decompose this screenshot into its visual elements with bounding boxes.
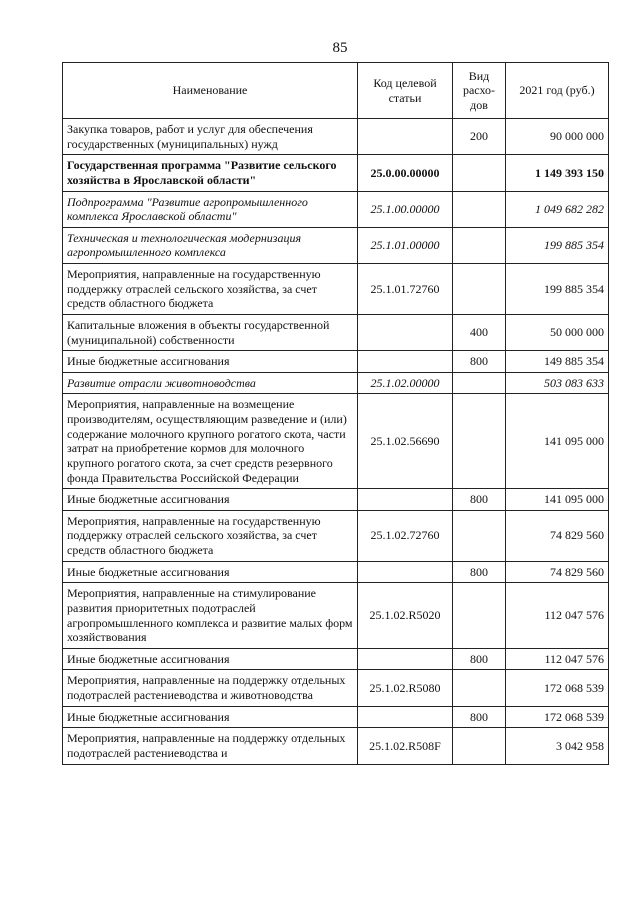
table-row [63, 394, 609, 489]
table-row [63, 706, 609, 728]
table-row [63, 510, 609, 561]
row-sum: 74 829 560 [506, 510, 609, 561]
row-code: 25.1.01.72760 [358, 264, 453, 315]
row-kind: 400 [453, 314, 506, 350]
row-name: Мероприятия, направленные на поддержку отдельных подотраслей растениеводства и [63, 728, 358, 764]
row-kind [453, 191, 506, 227]
row-kind [453, 264, 506, 315]
table-row [63, 351, 609, 373]
row-kind: 800 [453, 706, 506, 728]
row-sum: 503 083 633 [506, 372, 609, 394]
row-sum: 50 000 000 [506, 314, 609, 350]
row-sum: 141 095 000 [506, 394, 609, 489]
row-code: 25.0.00.00000 [358, 155, 453, 191]
table-row [63, 155, 609, 191]
row-code [358, 648, 453, 670]
row-name: Мероприятия, направленные на государственную поддержку отраслей сельского хозяйства, за счет средств областного бюджета [63, 264, 358, 315]
row-sum: 90 000 000 [506, 119, 609, 155]
row-sum: 1 149 393 150 [506, 155, 609, 191]
table-row [63, 191, 609, 227]
row-sum: 141 095 000 [506, 489, 609, 511]
row-name: Закупка товаров, работ и услуг для обеспечения государственных (муниципальных) нужд [63, 119, 358, 155]
row-sum: 112 047 576 [506, 583, 609, 649]
row-kind [453, 510, 506, 561]
row-sum: 3 042 958 [506, 728, 609, 764]
table-row [63, 227, 609, 263]
row-sum: 172 068 539 [506, 670, 609, 706]
row-name: Иные бюджетные ассигнования [63, 561, 358, 583]
row-name: Развитие отрасли животноводства [63, 372, 358, 394]
row-sum: 199 885 354 [506, 227, 609, 263]
row-sum: 74 829 560 [506, 561, 609, 583]
header-kind: Вид расхо-дов [453, 63, 506, 119]
row-code: 25.1.02.56690 [358, 394, 453, 489]
row-name: Мероприятия, направленные на поддержку отдельных подотраслей растениеводства и животноводства [63, 670, 358, 706]
row-kind [453, 728, 506, 764]
row-sum: 172 068 539 [506, 706, 609, 728]
table-row [63, 670, 609, 706]
row-name: Мероприятия, направленные на государственную поддержку отраслей сельского хозяйства, за счет средств областного бюджета [63, 510, 358, 561]
row-code: 25.1.02.00000 [358, 372, 453, 394]
page-number: 85 [332, 40, 348, 56]
row-name: Техническая и технологическая модернизация агропромышленного комплекса [63, 227, 358, 263]
table-row [63, 372, 609, 394]
row-code: 25.1.02.72760 [358, 510, 453, 561]
row-name: Иные бюджетные ассигнования [63, 351, 358, 373]
header-code: Код целевой статьи [358, 63, 453, 119]
header-name: Наименование [63, 63, 358, 119]
row-kind: 800 [453, 648, 506, 670]
table-body [63, 119, 609, 765]
header-year: 2021 год (руб.) [506, 63, 609, 119]
table-row [63, 728, 609, 764]
row-code: 25.1.01.00000 [358, 227, 453, 263]
row-kind [453, 227, 506, 263]
table-row [63, 119, 609, 155]
row-sum: 112 047 576 [506, 648, 609, 670]
row-code [358, 314, 453, 350]
table-row [63, 648, 609, 670]
row-code: 25.1.02.R508F [358, 728, 453, 764]
table-header-row [63, 63, 609, 119]
row-name: Иные бюджетные ассигнования [63, 706, 358, 728]
row-kind [453, 583, 506, 649]
row-code: 25.1.00.00000 [358, 191, 453, 227]
row-sum: 1 049 682 282 [506, 191, 609, 227]
row-name: Подпрограмма "Развитие агропромышленного комплекса Ярославской области" [63, 191, 358, 227]
table-row [63, 314, 609, 350]
row-kind [453, 394, 506, 489]
row-name: Государственная программа "Развитие сельского хозяйства в Ярославской области" [63, 155, 358, 191]
row-name: Иные бюджетные ассигнования [63, 648, 358, 670]
row-name: Мероприятия, направленные на стимулирование развития приоритетных подотраслей агропромышленного комплекса и развитие малых форм хозяйствования [63, 583, 358, 649]
table-row [63, 264, 609, 315]
row-kind [453, 670, 506, 706]
table-row [63, 489, 609, 511]
row-name: Мероприятия, направленные на возмещение производителям, осуществляющим разведение и (или) содержание молочного крупного рогатого скота, части затрат на приобретение кормов для молочного крупного рогатого скота, за счет средств резервного фонда Правительства Российской Федерации [63, 394, 358, 489]
row-kind [453, 372, 506, 394]
row-kind [453, 155, 506, 191]
row-kind: 800 [453, 351, 506, 373]
row-code [358, 706, 453, 728]
table-row [63, 561, 609, 583]
row-code [358, 351, 453, 373]
row-code [358, 489, 453, 511]
row-name: Капитальные вложения в объекты государственной (муниципальной) собственности [63, 314, 358, 350]
row-code: 25.1.02.R5080 [358, 670, 453, 706]
row-sum: 149 885 354 [506, 351, 609, 373]
row-name: Иные бюджетные ассигнования [63, 489, 358, 511]
table-row [63, 583, 609, 649]
row-kind: 800 [453, 561, 506, 583]
row-code [358, 561, 453, 583]
row-sum: 199 885 354 [506, 264, 609, 315]
row-code [358, 119, 453, 155]
row-kind: 200 [453, 119, 506, 155]
budget-table [62, 62, 609, 765]
row-code: 25.1.02.R5020 [358, 583, 453, 649]
row-kind: 800 [453, 489, 506, 511]
